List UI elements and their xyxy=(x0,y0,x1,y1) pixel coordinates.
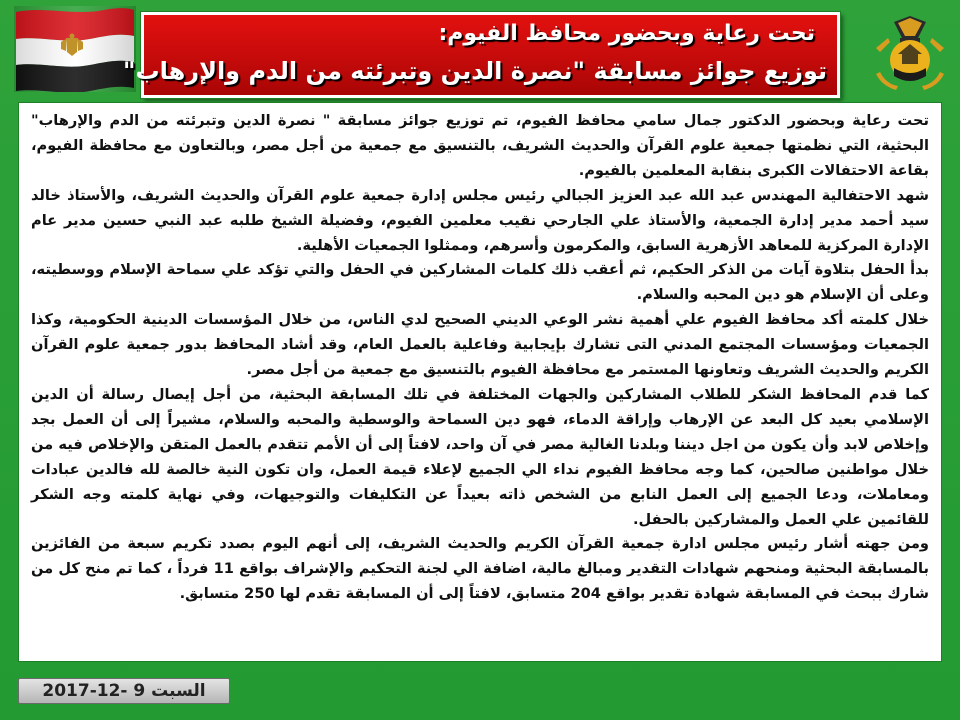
date-badge: السبت 9 -12-2017 xyxy=(18,678,230,704)
article-paragraph: ومن جهته أشار رئيس مجلس ادارة جمعية القرآن الكريم والحديث الشريف، إلى أنهم اليوم بصدد تكريم سبعة من الفائزين بالمسابقة البحثية ومنحهم شهادات التقدير ومبالغ مالية، اضافة الي لجنة التحكيم والإشراف بواقع 11 فرداً ، كما تم منح كل من شارك ببحث في المسابقة شهادة تقدير بواقع 204 متسابق، لافتاً إلى أن المسابقة تقدم لها 250 متسابق. xyxy=(31,535,929,603)
article-paragraph: شهد الاحتفالية المهندس عبد الله عبد العزيز الجبالي رئيس مجلس إدارة جمعية علوم القرآن والحديث الشريف، والأستاذ خالد سيد أحمد مدير إدارة الجمعية، والأستاذ علي الجارحي نقيب معلمين الفيوم، وفضيلة الشيخ طلبه عبد النبي حسين مدير عام الإدارة المركزية للمعاهد الأزهرية السابق، والمكرمون وأسرهم، وممثلوا الجمعيات الأهلية. xyxy=(31,186,929,254)
article-paragraph: خلال كلمته أكد محافظ الفيوم علي أهمية نشر الوعي الديني الصحيح لدي الناس، من خلال المؤسسات الدينية الحكومية، وكذا الجمعيات ومؤسسات المجتمع المدني التى تشارك بإيجابية وفاعلية بالعمل العام، وقد أشاد المحافظ بدور جمعية علوم القرآن الكريم والحديث الشريف وتعاونها المستمر مع محافظة الفيوم بالتنسيق مع جمعية من أجل مصر. xyxy=(31,311,929,379)
egypt-flag-icon xyxy=(14,6,136,92)
article-paragraph: كما قدم المحافظ الشكر للطلاب المشاركين والجهات المختلفة في تلك المسابقة البحثية، من أجل إيصال رسالة أن الدين الإسلامي بعيد كل البعد عن الإرهاب وإراقة الدماء، فهو دين السماحة والوسطية والمحبه والسلام، مشيراً إلى أن العمل بجد وإخلاص لابد وأن يكون من اجل ديننا وبلدنا الغالية مصر في آن واحد، لافتاً إلى أن الأمم تتقدم بالعمل المتقن والإخلاص فيه من خلال مواطنين صالحين، كما وجه محافظ الفيوم نداء الي الجميع لإعلاء قيمة العمل، وان تكون النية خالصة لله فالدين عبادات ومعاملات، ودعا الجميع إلى العمل النابع من الشخص ذاته بعيداً عن التكليفات والتوجيهات، وفي نهاية كلمته وجه الشكر للقائمين علي العمل والمشاركين بالحفل. xyxy=(31,385,929,528)
headline-title: توزيع جوائز مسابقة "نصرة الدين وتبرئته من الدم والإرهاب" xyxy=(122,57,827,85)
headline-banner xyxy=(122,12,840,98)
headline-kicker: تحت رعاية وبحضور محافظ الفيوم: xyxy=(438,21,815,46)
article-paragraph: تحت رعاية وبحضور الدكتور جمال سامي محافظ الفيوم، تم توزيع جوائز مسابقة " نصرة الدين وتبرئته من الدم والإرهاب" البحثية، التي نظمتها جمعية علوم القرآن والحديث الشريف، بالتنسيق مع جمعية من أجل مصر، وبالتعاون مع محافظة الفيوم، بقاعة الاحتفالات الكبرى بنقابة المعلمين بالفيوم. xyxy=(31,112,929,179)
article-body xyxy=(18,102,942,662)
fayoum-governorate-logo-icon xyxy=(870,14,950,94)
article-paragraph: بدأ الحفل بتلاوة آيات من الذكر الحكيم، ثم أعقب ذلك كلمات المشاركين في الحفل والتي تؤكد علي سماحة الإسلام ووسطيته، وعلى أن الإسلام هو دين المحبه والسلام. xyxy=(31,261,929,304)
